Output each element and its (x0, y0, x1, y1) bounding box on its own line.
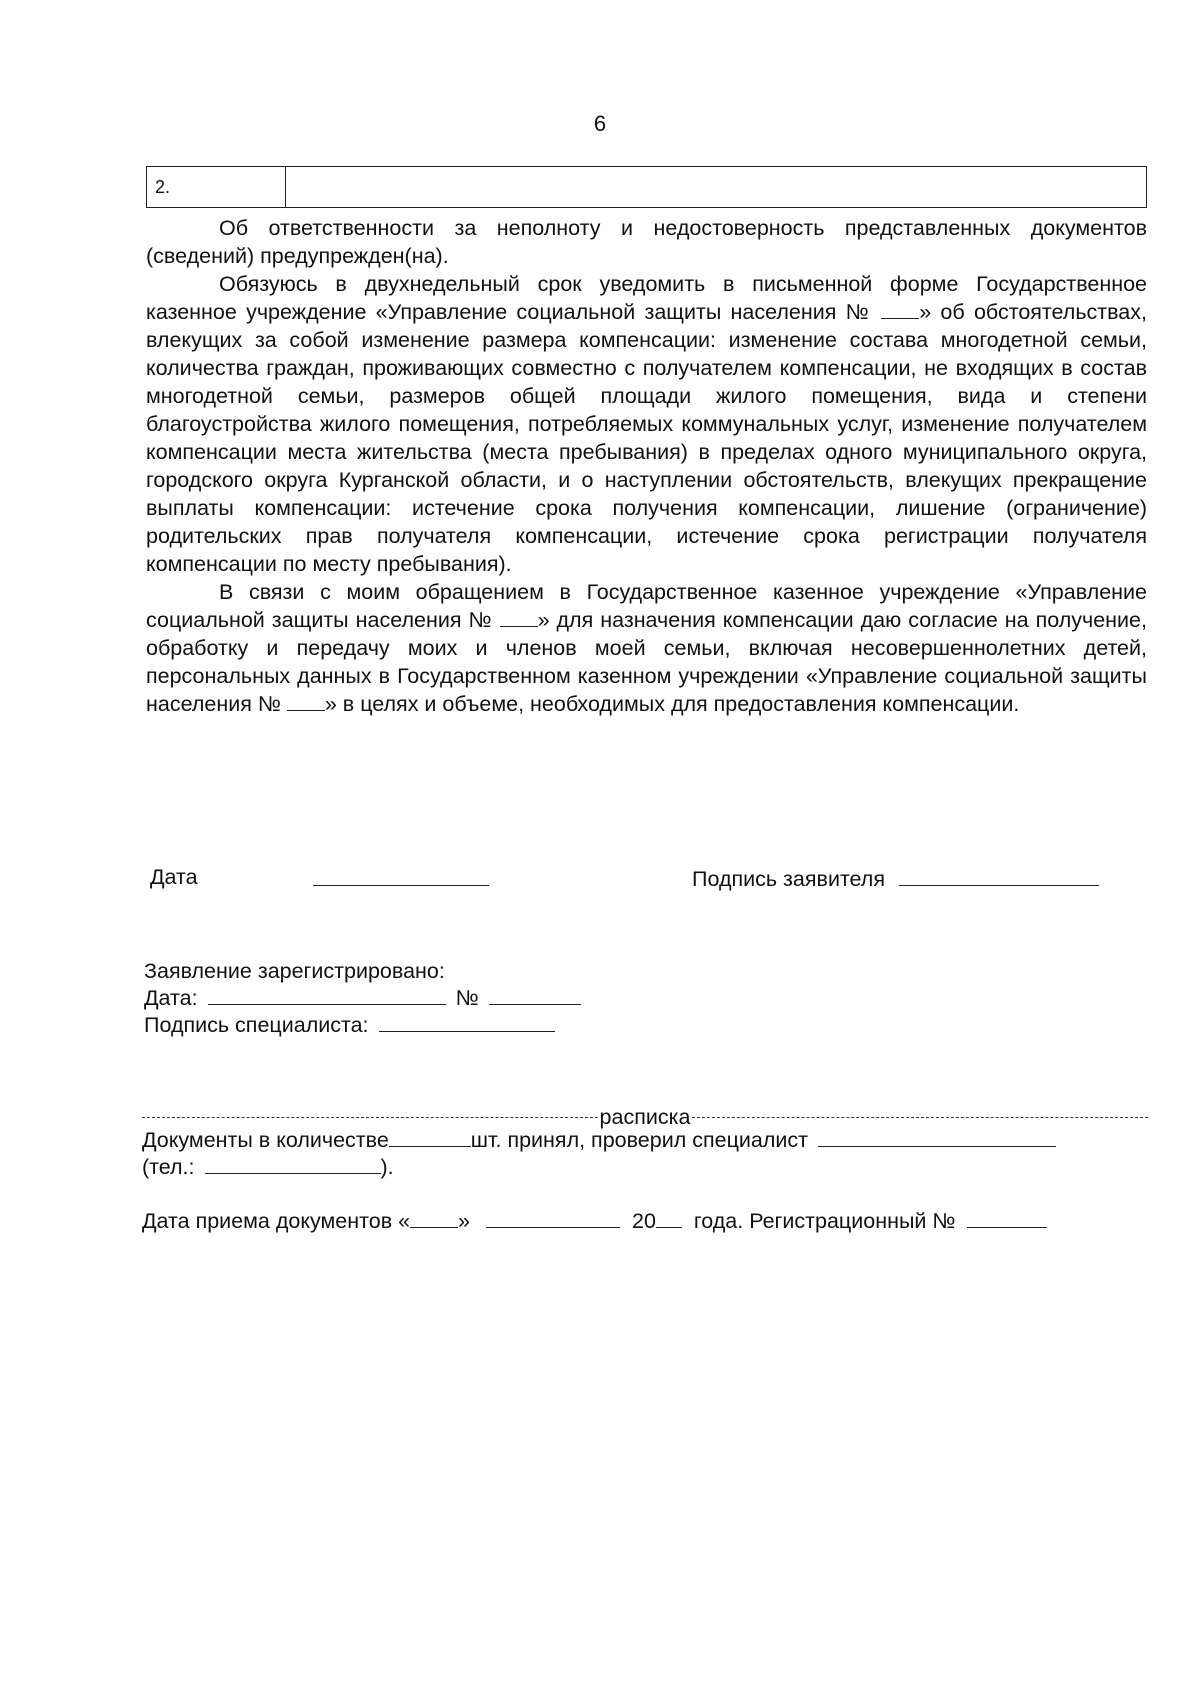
specialist-signature-row (144, 1011, 555, 1039)
registration-number-line[interactable] (489, 984, 581, 1005)
specialist-signature-line[interactable] (379, 1011, 555, 1032)
receipt-separator-left (142, 1117, 598, 1118)
receipt-date-quote-close: » (458, 1209, 471, 1233)
applicant-signature-row (692, 865, 1099, 893)
receipt-separator-right (692, 1117, 1148, 1118)
receipt-label: расписка (599, 1105, 691, 1129)
statement-text (146, 214, 1147, 718)
date-field-line (313, 865, 489, 893)
date-label: Дата (150, 865, 198, 889)
registration-date-row (144, 984, 581, 1012)
paragraph-obligation (146, 270, 1147, 578)
receipt-date-row (142, 1207, 1047, 1235)
registration-number-final-line[interactable] (967, 1207, 1047, 1228)
receipt-docs-prefix: Документы в количестве (142, 1128, 389, 1152)
registration-date-line[interactable] (208, 984, 446, 1005)
date-input-line[interactable] (313, 865, 489, 886)
paragraph-consent-start: В связи с моим обращением в Государственное казенное учреждение «Управление социальной защиты населения № (146, 580, 1147, 632)
receipt-date-prefix: Дата приема документов « (142, 1209, 411, 1233)
documents-table (146, 166, 1147, 208)
receipt-day-line[interactable] (410, 1207, 458, 1228)
applicant-signature-line[interactable] (899, 865, 1099, 886)
paragraph-consent-end: » в целях и объеме, необходимых для предоставления компенсации. (324, 692, 1020, 716)
phone-line[interactable] (205, 1153, 381, 1174)
receipt-year-prefix: 20 (631, 1209, 656, 1233)
receipt-month-line[interactable] (486, 1207, 620, 1228)
receipt-docs-middle: шт. принял, проверил специалист (470, 1128, 809, 1152)
paragraph-consent (146, 578, 1147, 718)
specialist-signature-label: Подпись специалиста: (144, 1013, 369, 1037)
receipt-documents-row (142, 1126, 1056, 1154)
paragraph-consent-mid: » для назначения компенсации даю согласие на получение, обработку и передачу моих и членов моей семьи, включая несовершеннолетних детей, персональных данных в Государственном казенном учреждении «Управление социальной защиты населения № (146, 608, 1147, 716)
receipt-year-suffix: года. Регистрационный № (693, 1209, 956, 1233)
paragraph-obligation-end: » об обстоятельствах, влекущих за собой изменение размера компенсации: изменение состава многодетной семьи, количества граждан, проживающих совместно с получателем компенсации, не входящих в состав многодетной семьи, размеров общей площади жилого помещения, вида и степени благоустройства жилого помещения, потребляемых коммунальных услуг, изменение получателем компенсации места жительства (места пребывания) в пределах одного муниципального округа, городского округа Курганской области, и о наступлении обстоятельств, влекущих прекращение выплаты компенсации: истечение срока получения компенсации, лишение (ограничение) родительских прав получателя компенсации, истечение срока регистрации получателя компенсации по месту пребывания). (146, 300, 1147, 576)
applicant-signature-label: Подпись заявителя (692, 867, 885, 891)
table-row-number: 2. (147, 167, 286, 207)
paragraph-obligation-start: Обязуюсь в двухнедельный срок уведомить в письменной форме Государственное казенное учреждение «Управление социальной защиты населения № (146, 272, 1147, 324)
office-number-blank-1[interactable] (881, 298, 919, 319)
registration-heading: Заявление зарегистрировано: (144, 959, 445, 983)
page-number: 6 (593, 111, 607, 136)
registration-date-label: Дата: (144, 986, 198, 1010)
receipt-tel-suffix: ). (380, 1155, 394, 1179)
registration-number-label: № (455, 986, 479, 1010)
documents-count-line[interactable] (389, 1126, 471, 1147)
specialist-name-line[interactable] (818, 1126, 1056, 1147)
receipt-tel-prefix: (тел.: (142, 1155, 195, 1179)
receipt-phone-row (142, 1153, 394, 1181)
office-number-blank-3[interactable] (287, 690, 325, 711)
receipt-year-line[interactable] (656, 1207, 682, 1228)
office-number-blank-2[interactable] (500, 606, 538, 627)
date-field-row (150, 863, 198, 891)
paragraph-responsibility: Об ответственности за неполноту и недостоверность представленных документов (сведений) предупрежден(на). (146, 216, 1147, 268)
